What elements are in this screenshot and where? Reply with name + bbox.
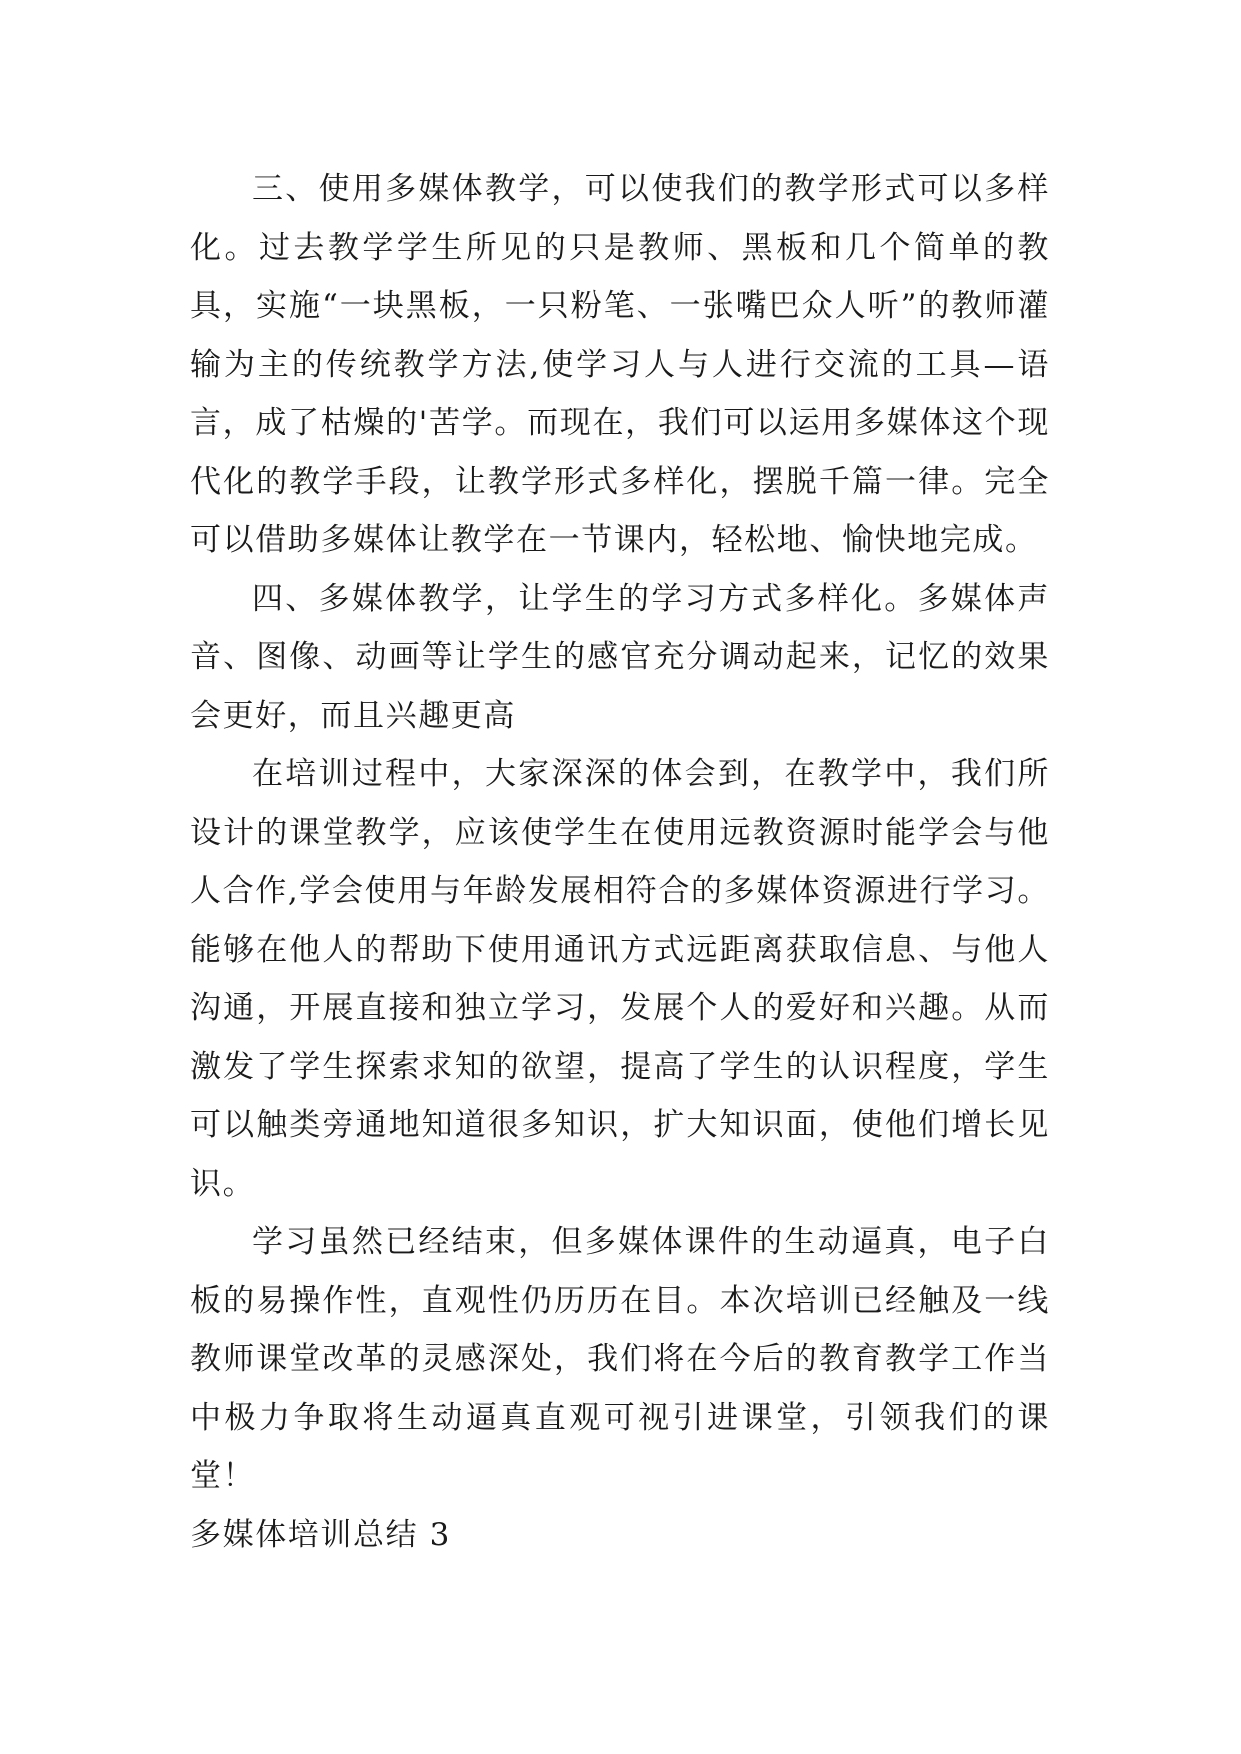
paragraph-learning-styles: 四、多媒体教学，让学生的学习方式多样化。多媒体声音、图像、动画等让学生的感官充分调动起来，记忆的效果会更好，而且兴趣更高: [190, 580, 1050, 734]
paragraph-conclusion: 学习虽然已经结束，但多媒体课件的生动逼真，电子白板的易操作性，直观性仍历历在目。本次培训已经触及一线教师课堂改革的灵感深处，我们将在今后的教育教学工作当中极力争取将生动逼真直观可视引进课堂，引领我们的课堂！: [190, 1224, 1050, 1494]
section-title: 多媒体培训总结 3: [190, 1516, 451, 1553]
paragraph-multimedia-forms: 三、使用多媒体教学，可以使我们的教学形式可以多样化。过去教学学生所见的只是教师、黑板和几个简单的教具，实施“一块黑板，一只粉笔、一张嘴巴众人听”的教师灌输为主的传统教学方法,使学习人与人进行交流的工具—语言，成了枯燥的'苦学。而现在，我们可以运用多媒体这个现代化的教学手段，让教学形式多样化，摆脱千篇一律。完全可以借助多媒体让教学在一节课内，轻松地、愉快地完成。: [190, 171, 1050, 558]
document-body: [190, 160, 1050, 1564]
paragraph-training-insights: 在培训过程中，大家深深的体会到，在教学中，我们所设计的课堂教学，应该使学生在使用远教资源时能学会与他人合作,学会使用与年龄发展相符合的多媒体资源进行学习。能够在他人的帮助下使用通讯方式远距离获取信息、与他人沟通，开展直接和独立学习，发展个人的爱好和兴趣。从而激发了学生探索求知的欲望，提高了学生的认识程度，学生可以触类旁通地知道很多知识，扩大知识面，使他们增长见识。: [190, 756, 1050, 1202]
